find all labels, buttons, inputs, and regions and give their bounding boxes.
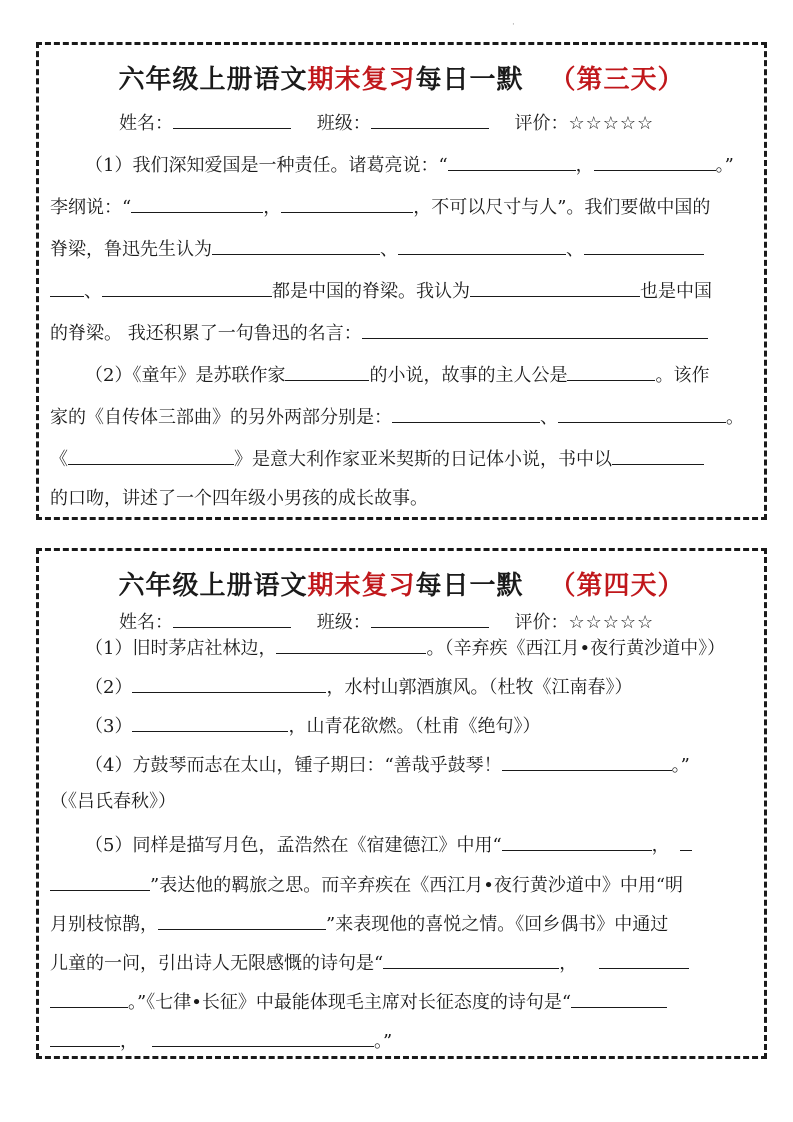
blank-field[interactable] <box>68 445 234 465</box>
text-line: ”表达他的羁旅之思。而辛弃疾在《西江月•夜行黄沙道中》中用“明 <box>50 871 683 898</box>
day-label: （第四天） <box>549 571 685 601</box>
text-line: （2）《童年》是苏联作家 的小说，故事的主人公是 。该作 <box>85 361 709 388</box>
name-label: 姓名： <box>119 612 173 633</box>
top-dot: · <box>512 20 515 30</box>
evaluation-label: 评价： <box>514 612 569 633</box>
text-line: ， 。” <box>50 1027 392 1054</box>
blank-field[interactable] <box>398 235 566 255</box>
blank-field[interactable] <box>50 277 84 297</box>
name-field[interactable] <box>173 110 291 129</box>
blank-field[interactable] <box>50 1027 120 1047</box>
text-line: （3） ，山青花欲燃。（杜甫《绝句》） <box>85 712 540 739</box>
class-label: 班级： <box>316 612 371 633</box>
text-line: 儿童的一问，引出诗人无限感慨的诗句是“ ， <box>50 949 689 976</box>
worksheet-title <box>39 59 764 96</box>
text-line: 的脊梁。 我还积累了一句鲁迅的名言： <box>50 319 708 346</box>
class-field[interactable] <box>371 609 489 628</box>
name-label: 姓名： <box>119 113 173 134</box>
blank-field[interactable] <box>132 712 288 732</box>
blank-field[interactable] <box>362 319 708 339</box>
text-line: （2） ，水村山郭酒旗风。（杜牧《江南春》） <box>85 673 632 700</box>
blank-field[interactable] <box>102 277 272 297</box>
text-line: 脊梁，鲁迅先生认为 、 、 <box>50 235 704 262</box>
blank-field[interactable] <box>567 361 655 381</box>
evaluation-label: 评价： <box>514 113 569 134</box>
blank-field[interactable] <box>612 445 704 465</box>
worksheet-title <box>39 565 764 602</box>
blank-field[interactable] <box>502 751 672 771</box>
blank-field[interactable] <box>470 277 640 297</box>
blank-field[interactable] <box>383 949 559 969</box>
text-line: （4）方鼓琴而志在太山，锺子期曰：“善哉乎鼓琴！ 。” <box>85 751 690 778</box>
blank-field[interactable] <box>558 403 726 423</box>
student-info-row <box>119 608 654 634</box>
text-line: 月别枝惊鹊， ”来表现他的喜悦之情。《回乡偶书》中通过 <box>50 910 668 937</box>
rating-stars[interactable]: ☆☆☆☆☆ <box>568 612 655 633</box>
text-line: （1）我们深知爱国是一种责任。诸葛亮说：“ ， 。” <box>85 151 734 178</box>
title-text-end: 每日一默 <box>415 65 524 95</box>
student-info-row <box>119 109 654 135</box>
name-field[interactable] <box>173 609 291 628</box>
worksheet-day-3 <box>36 42 767 520</box>
title-text: 六年级上册语文 <box>118 65 308 95</box>
worksheet-day-4 <box>36 548 767 1059</box>
blank-field[interactable] <box>285 361 369 381</box>
class-label: 班级： <box>316 113 371 134</box>
text-line: 的口吻，讲述了一个四年级小男孩的成长故事。 <box>50 488 428 509</box>
blank-field[interactable] <box>680 831 692 851</box>
blank-field[interactable] <box>152 1027 374 1047</box>
blank-field[interactable] <box>158 910 326 930</box>
blank-field[interactable] <box>599 949 689 969</box>
text-line: 李纲说：“ ， ，不可以尺寸与人”。我们要做中国的 <box>50 193 710 220</box>
text-line: （1）旧时茅店社林边， 。（辛弃疾《西江月•夜行黄沙道中》） <box>85 634 725 661</box>
text-line: （《吕氏春秋》） <box>50 791 176 812</box>
blank-field[interactable] <box>281 193 413 213</box>
day-label: （第三天） <box>549 65 685 95</box>
blank-field[interactable] <box>502 831 652 851</box>
blank-field[interactable] <box>132 673 326 693</box>
text-line: （5）同样是描写月色，孟浩然在《宿建德江》中用“ ， <box>85 831 692 858</box>
blank-field[interactable] <box>212 235 380 255</box>
blank-field[interactable] <box>584 235 704 255</box>
title-highlight: 期末复习 <box>307 571 416 601</box>
rating-stars[interactable]: ☆☆☆☆☆ <box>568 113 655 134</box>
blank-field[interactable] <box>131 193 263 213</box>
text-line: 、 都是中国的脊梁。我认为 也是中国 <box>50 277 712 304</box>
blank-field[interactable] <box>50 871 150 891</box>
title-text-end: 每日一默 <box>415 571 524 601</box>
blank-field[interactable] <box>392 403 540 423</box>
blank-field[interactable] <box>571 988 667 1008</box>
text-line: 。”《七律•长征》中最能体现毛主席对长征态度的诗句是“ <box>50 988 667 1015</box>
title-text: 六年级上册语文 <box>118 571 308 601</box>
blank-field[interactable] <box>50 988 128 1008</box>
blank-field[interactable] <box>594 151 716 171</box>
text-line: 家的《自传体三部曲》的另外两部分别是： 、 。 <box>50 403 744 430</box>
title-highlight: 期末复习 <box>307 65 416 95</box>
class-field[interactable] <box>371 110 489 129</box>
blank-field[interactable] <box>276 634 426 654</box>
text-line: 《 》是意大利作家亚米契斯的日记体小说，书中以 <box>50 445 704 472</box>
blank-field[interactable] <box>448 151 576 171</box>
